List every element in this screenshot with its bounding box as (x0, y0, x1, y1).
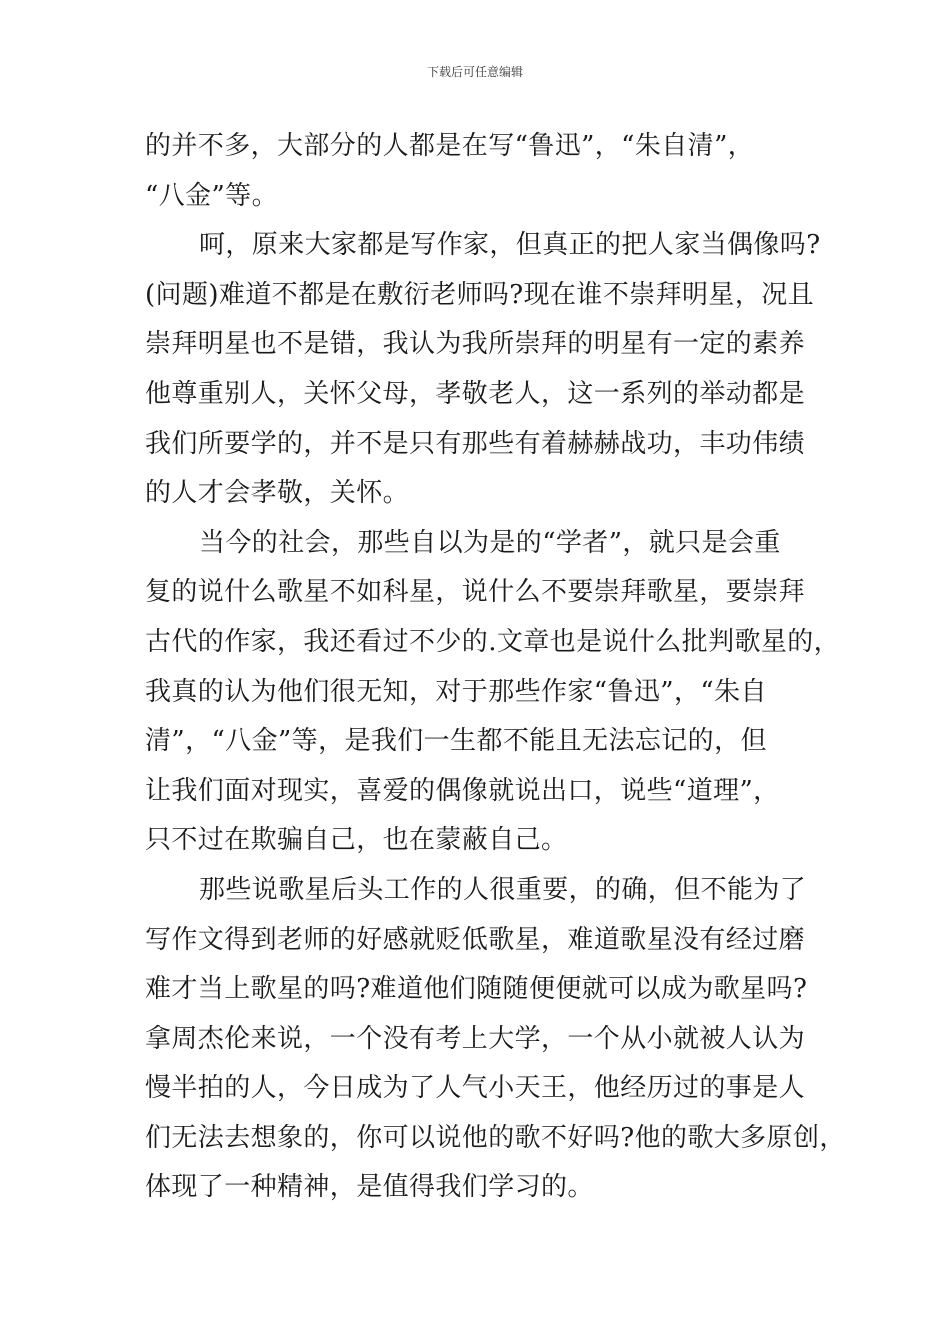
text-line: 复的说什么歌星不如科星，说什么不要崇拜歌星，要崇拜 (145, 577, 806, 608)
document-body (145, 122, 845, 1213)
text-line: 写作文得到老师的好感就贬低歌星，难道歌星没有经过磨 (145, 924, 806, 955)
text-line: 那些说歌星后头工作的人很重要，的确，但不能为了 (199, 874, 807, 905)
text-line: 慢半拍的人，今日成为了人气小天王，他经历过的事是人 (145, 1073, 806, 1104)
text-line: 清”，“八金”等，是我们一生都不能且无法忘记的，但 (145, 726, 767, 757)
text-line: 体现了一种精神，是值得我们学习的。 (145, 1172, 594, 1203)
text-line: 难才当上歌星的吗?难道他们随随便便就可以成为歌星吗? (145, 974, 808, 1005)
text-line: 他尊重别人，关怀父母，孝敬老人，这一系列的举动都是 (145, 378, 806, 409)
text-line: 的并不多，大部分的人都是在写“鲁迅”，“朱自清”， (145, 131, 755, 161)
text-line: 让我们面对现实，喜爱的偶像就说出口，说些“道理”， (145, 775, 780, 806)
text-line: 崇拜明星也不是错，我认为我所崇拜的明星有一定的素养 (145, 329, 806, 360)
text-line: 我们所要学的，并不是只有那些有着赫赫战功，丰功伟绩 (145, 428, 806, 459)
text-line: (问题)难道不都是在敷衍老师吗?现在谁不崇拜明星，况且 (145, 279, 815, 310)
text-line: 只不过在欺骗自己，也在蒙蔽自己。 (145, 825, 568, 856)
text-line: 拿周杰伦来说，一个没有考上大学，一个从小就被人认为 (145, 1023, 806, 1054)
text-line: “八金”等。 (145, 180, 278, 211)
text-line: 的人才会孝敬，关怀。 (145, 478, 410, 509)
text-line: 我真的认为他们很无知，对于那些作家“鲁迅”，“朱自 (145, 676, 767, 707)
text-line: 们无法去想象的，你可以说他的歌不好吗?他的歌大多原创， (145, 1122, 846, 1153)
text-line: 古代的作家，我还看过不少的.文章也是说什么批判歌星的， (145, 626, 841, 657)
page-header: 下载后可任意编辑 (426, 65, 523, 79)
text-line: 呵，原来大家都是写作家，但真正的把人家当偶像吗? (199, 230, 821, 261)
text-line: 当今的社会，那些自以为是的“学者”，就只是会重 (199, 527, 781, 558)
